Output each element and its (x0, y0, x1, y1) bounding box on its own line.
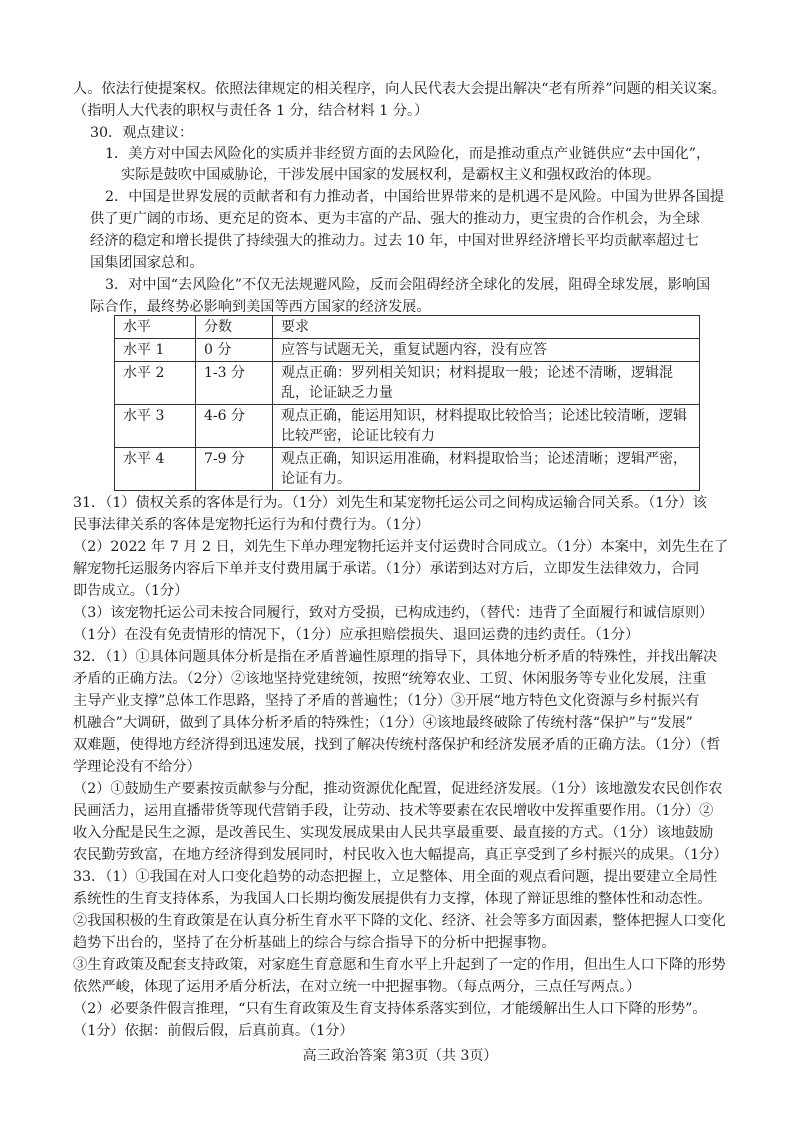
q33-line: 系统性的生育支持体系，为我国人口长期均衡发展提供有力支撑，体现了辩证思维的整体性和动态性。 (73, 891, 712, 907)
q30-point: 2．中国是世界发展的贡献者和有力推动者，中国给世界带来的是机遇不是风险。中国为世界各国提 (105, 189, 725, 205)
q33-line: 趋势下出台的，坚持了在分析基础上的综合与综合指导下的分析中把握事物。 (73, 935, 556, 951)
table-row (115, 405, 700, 448)
table-cell: 1-3 分 (196, 362, 273, 405)
q32-line: 农民勤劳致富，在地方经济得到发展同时，村民收入也大幅提高，真正享受到了乡村振兴的成果。（1分） (73, 847, 728, 863)
table-cell: 观点正确：罗列相关知识；材料提取一般；论述不清晰，逻辑混乱，论证缺乏力量 (273, 362, 700, 405)
q32-line: 32．（1）①具体问题具体分析是指在矛盾普遍性原理的指导下，具体地分析矛盾的特殊性，并找出解决 (73, 649, 718, 665)
q30-point: 3．对中国“去风险化”不仅无法规避风险，反而会阻碍经济全球化的发展，阻碍全球发展，影响国 (105, 277, 711, 293)
q30-point: 供了更广阔的市场、更充足的资本、更为丰富的产品、强大的推动力，更宝贵的合作机会，为全球 (90, 211, 701, 227)
table-header: 要求 (273, 316, 700, 339)
table-header-row (115, 316, 700, 339)
table-header: 水平 (115, 316, 196, 339)
table-cell: 水平 4 (115, 448, 196, 491)
q31-line: 解宠物托运服务内容后下单并支付费用属于承诺。（1分）承诺到达对方后，立即发生法律效力，合同 (73, 561, 700, 577)
q33-line: （1分）依据：前假后假，后真前真。（1分） (73, 1023, 354, 1039)
q32-line: 收入分配是民生之源，是改善民生、实现发展成果由人民共享最重要、最直接的方式。（1分）该地鼓励 (73, 825, 714, 841)
q30-point: 1．美方对中国去风险化的实质并非经贸方面的去风险化，而是推动重点产业链供应“去中国化”， (105, 146, 711, 162)
table-cell: 应答与试题无关，重复试题内容，没有应答 (273, 339, 700, 362)
scoring-table (114, 315, 700, 491)
q31-line: （2）2022 年 7 月 2 日，刘先生下单办理宠物托运并支付运费时合同成立。（1分）本案中，刘先生在了 (73, 539, 729, 555)
q32-line: （2）①鼓励生产要素按贡献参与分配，推动资源优化配置，促进经济发展。（1分）该地激发农民创作农 (73, 781, 723, 797)
q32-line: 学理论没有不给分） (73, 759, 201, 775)
q31-line: 31．（1）债权关系的客体是行为。（1分）刘先生和某宠物托运公司之间构成运输合同关系。（1分）该 (73, 495, 707, 511)
q32-line: 主导产业支撑”总体工作思路，坚持了矛盾的普遍性；（1分）③开展“地方特色文化资源与乡村振兴有 (73, 693, 700, 709)
q32-line: 民画活力，运用直播带货等现代营销手段，让劳动、技术等要素在农民增收中发挥重要作用。（1分）② (73, 803, 714, 819)
table-header: 分数 (196, 316, 273, 339)
question-30-heading: 30．观点建议： (90, 125, 194, 141)
text-line: （指明人大代表的职权与责任各 1 分，结合材料 1 分。） (73, 103, 429, 119)
table-cell: 观点正确，知识运用准确，材料提取恰当；论述清晰；逻辑严密，论证有力。 (273, 448, 700, 491)
table-cell: 水平 1 (115, 339, 196, 362)
q30-point: 经济的稳定和增长提供了持续强大的推动力。过去 10 年，中国对世界经济增长平均贡献率超过七 (90, 233, 699, 249)
q33-line: （2）必要条件假言推理，“只有生育政策及生育支持体系落实到位，才能缓解出生人口下降的形势”。 (73, 1001, 707, 1017)
table-row (115, 362, 700, 405)
q33-line: ③生育政策及配套支持政策，对家庭生育意愿和生育水平上升起到了一定的作用，但出生人口下降的形势 (73, 957, 726, 973)
text-line: 人。依法行使提案权。依照法律规定的相关程序，向人民代表大会提出解决“老有所养”问题的相关议案。 (73, 81, 726, 97)
table-cell: 观点正确，能运用知识，材料提取比较恰当；论述比较清晰，逻辑比较严密，论证比较有力 (273, 405, 700, 448)
table-cell: 0 分 (196, 339, 273, 362)
q30-point: 国集团国家总和。 (90, 255, 204, 271)
table-row (115, 339, 700, 362)
q30-point: 际合作，最终势必影响到美国等西方国家的经济发展。 (90, 299, 431, 315)
q32-line: 双难题，使得地方经济得到迅速发展，找到了解决传统村落保护和经济发展矛盾的正确方法。（1分）（哲 (73, 737, 721, 753)
q31-line: 民事法律关系的客体是宠物托运行为和付费行为。（1分） (73, 517, 430, 533)
q30-point: 实际是鼓吹中国威胁论，干涉发展中国家的发展权利，是霸权主义和强权政治的体现。 (121, 167, 661, 183)
table-row (115, 448, 700, 491)
q31-line: （3）该宠物托运公司未按合同履行，致对方受损，已构成违约，（替代：违背了全面履行和诚信原则） (73, 605, 714, 621)
table-cell: 水平 2 (115, 362, 196, 405)
q33-line: 33．（1）①我国在对人口变化趋势的动态把握上，立足整体、用全面的观点看问题，提出要建立全局性 (73, 869, 718, 885)
table-cell: 7-9 分 (196, 448, 273, 491)
q32-line: 矛盾的正确方法。（2分）②该地坚持党建统领，按照“统筹农业、工贸、休闲服务等专业化发展，注重 (73, 671, 707, 687)
q31-line: 即告成立。（1分） (73, 583, 189, 599)
q33-line: ②我国积极的生育政策是在认真分析生育水平下降的文化、经济、社会等多方面因素，整体把握人口变化 (73, 913, 726, 929)
table-cell: 4-6 分 (196, 405, 273, 448)
q32-line: 机融合”大调研，做到了具体分析矛盾的特殊性；（1分）④该地最终破除了传统村落“保护”与“发展” (73, 715, 693, 731)
page-footer: 高三政治答案 第3页（共 3页） (302, 1048, 498, 1064)
q31-line: （1分）在没有免责情形的情况下，（1分）应承担赔偿损失、退回运费的违约责任。（1分） (73, 627, 640, 643)
table-cell: 水平 3 (115, 405, 196, 448)
q33-line: 依然严峻，体现了运用矛盾分析法，在对立统一中把握事物。（每点两分，三点任写两点。） (73, 979, 641, 995)
